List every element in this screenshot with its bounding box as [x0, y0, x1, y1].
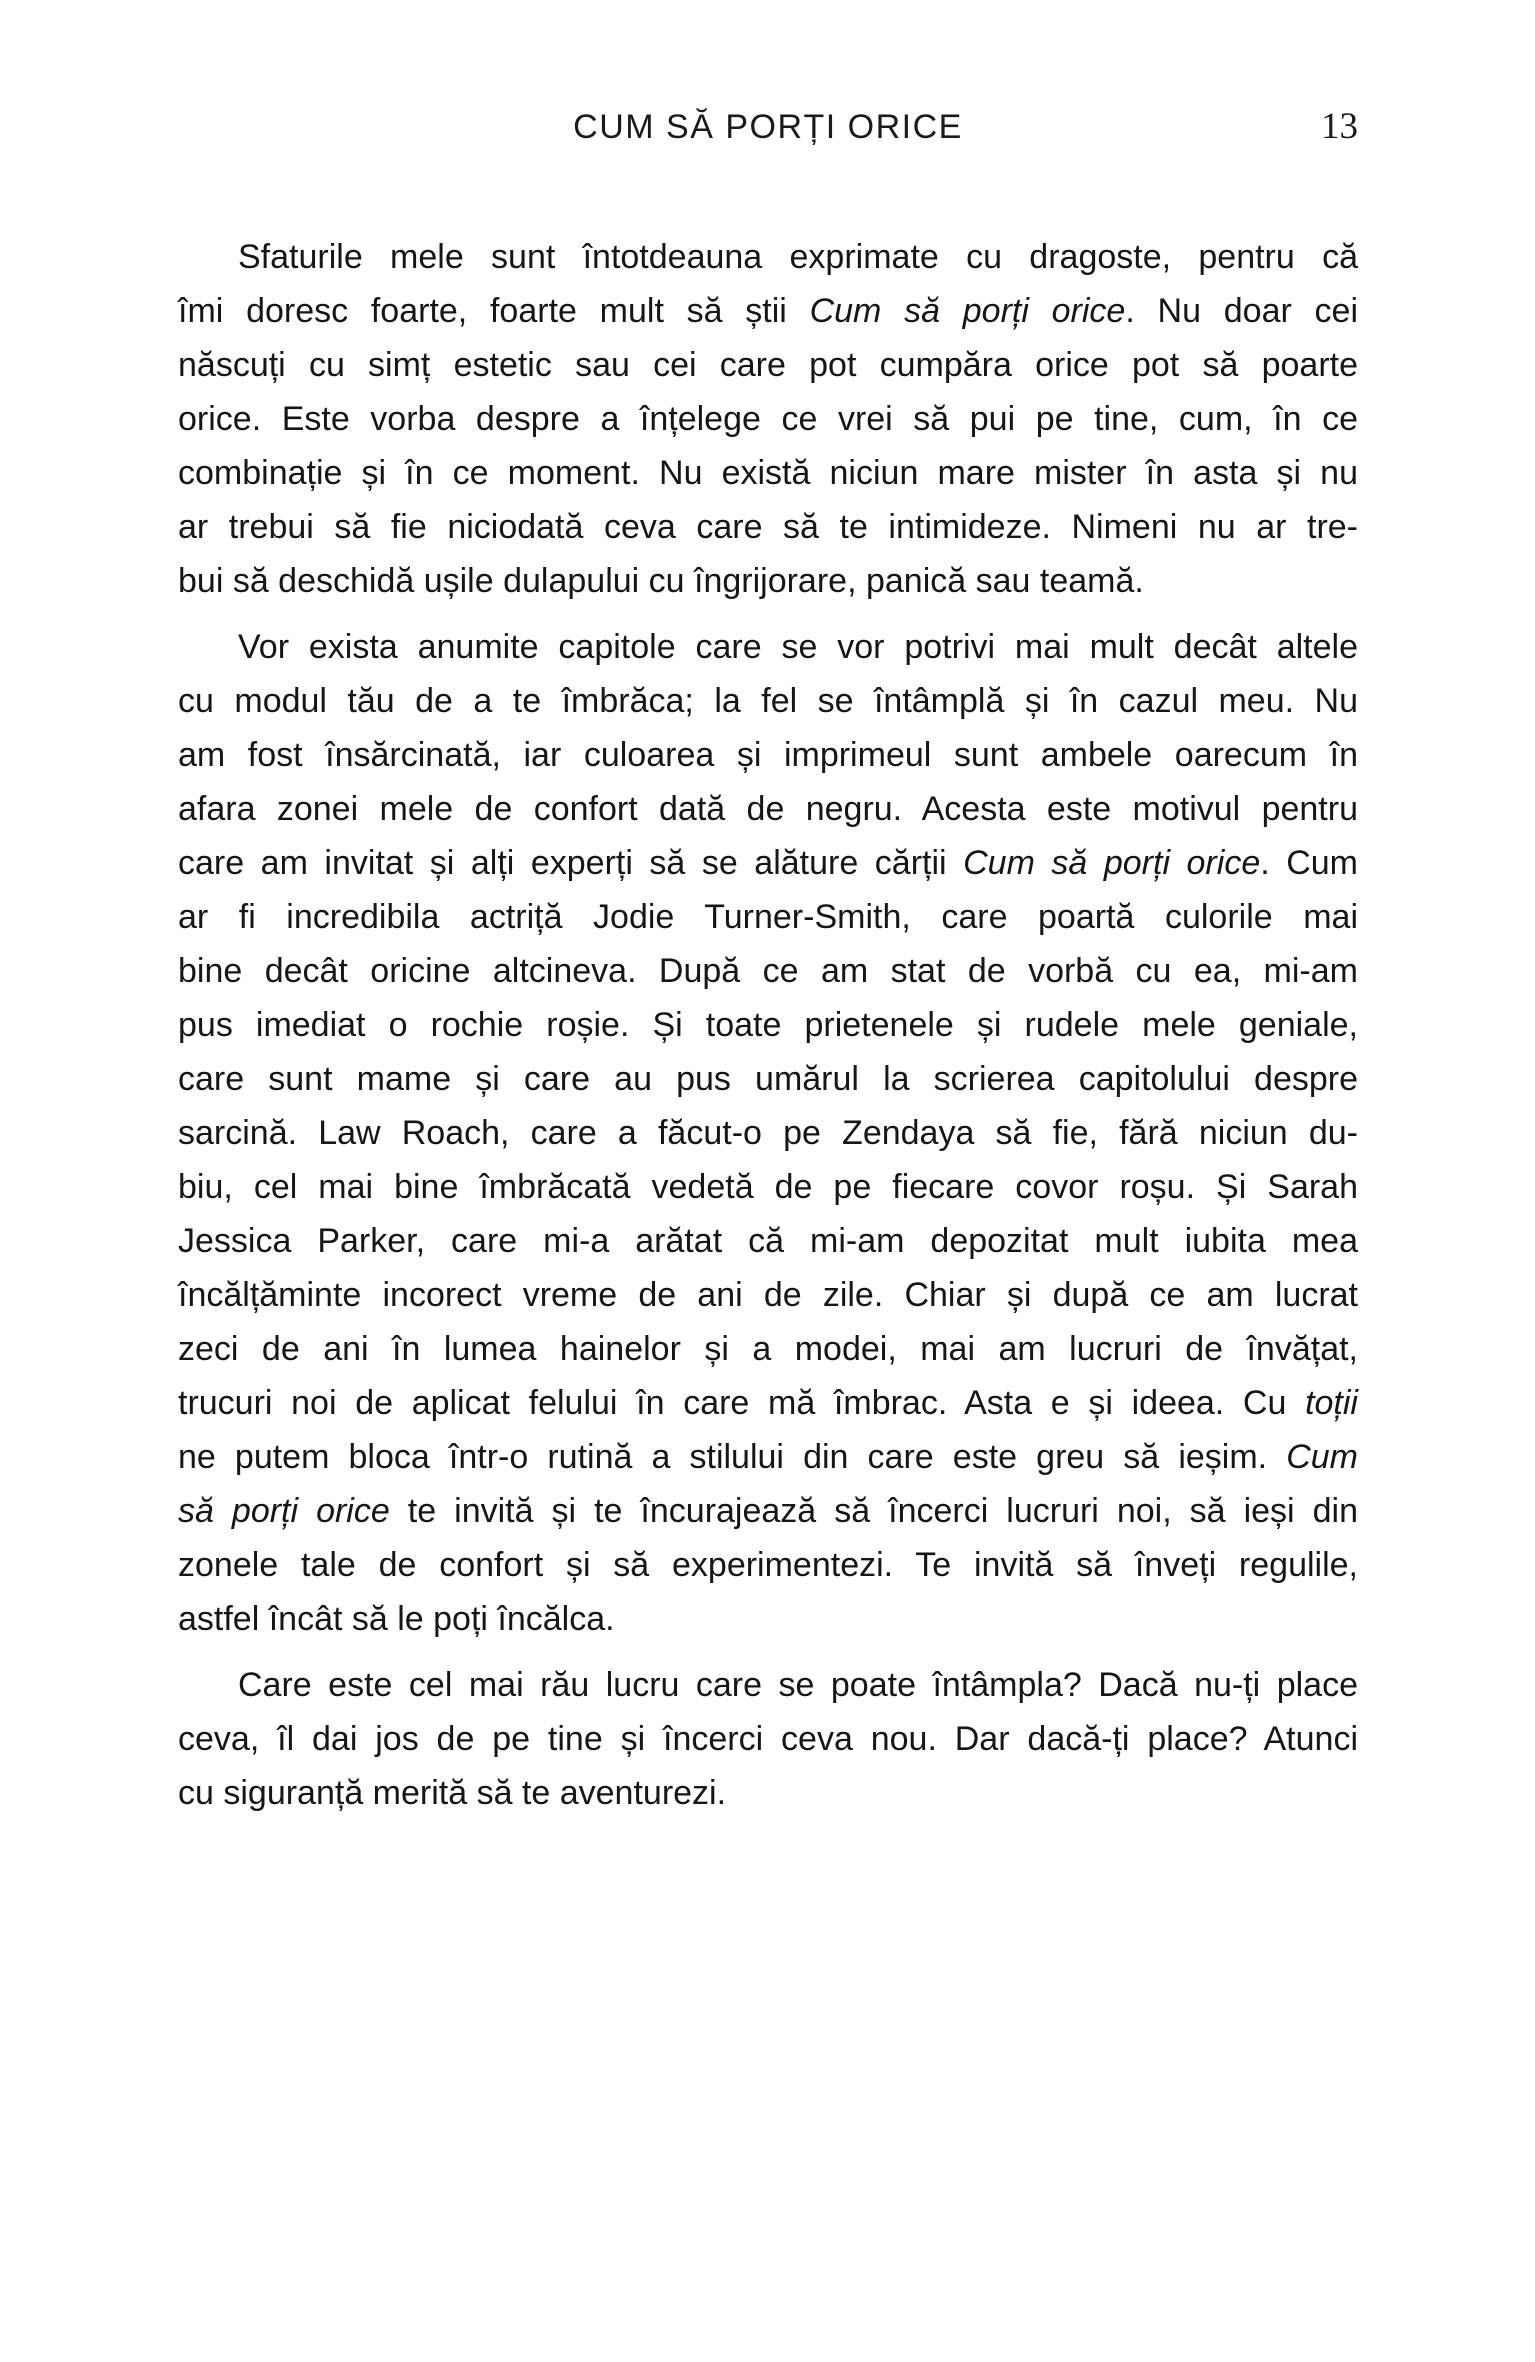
text-line: bine decât oricine altcineva. După ce am stat de vorbă cu ea, mi-am	[178, 952, 1358, 990]
paragraph	[178, 620, 1358, 1646]
text-line: ceva, îl dai jos de pe tine și încerci ceva nou. Dar dacă-ți place? Atunci	[178, 1720, 1358, 1758]
paragraph	[178, 1658, 1358, 1820]
text-line: născuți cu simț estetic sau cei care pot cumpăra orice pot să poarte	[178, 346, 1358, 384]
text-line: să porți orice te invită și te încurajează să încerci lucruri noi, să ieși din	[178, 1492, 1358, 1530]
text-line: zonele tale de confort și să experimentezi. Te invită să înveți regulile,	[178, 1546, 1358, 1584]
italic-book-title: toții	[1305, 1384, 1358, 1422]
text-line: care sunt mame și care au pus umărul la scrierea capitolului despre	[178, 1060, 1358, 1098]
text-line: astfel încât să le poți încălca.	[178, 1600, 615, 1638]
text-line: zeci de ani în lumea hainelor și a modei, mai am lucruri de învățat,	[178, 1330, 1358, 1368]
text-line: bui să deschidă ușile dulapului cu îngrijorare, panică sau teamă.	[178, 562, 1144, 600]
text-line: îmi doresc foarte, foarte mult să știi Cum să porți orice. Nu doar cei	[178, 292, 1359, 330]
text-line: biu, cel mai bine îmbrăcată vedetă de pe fiecare covor roșu. Și Sarah	[178, 1168, 1358, 1206]
body-text	[178, 230, 1358, 1820]
text-line: trucuri noi de aplicat felului în care mă îmbrac. Asta e și ideea. Cu toții	[178, 1384, 1358, 1422]
italic-book-title: Cum	[1286, 1438, 1358, 1476]
text-line: Care este cel mai rău lucru care se poate întâmpla? Dacă nu-ți place	[238, 1666, 1358, 1704]
text-line: cu siguranță merită să te aventurezi.	[178, 1774, 727, 1812]
text-line: ar trebui să fie niciodată ceva care să te intimideze. Nimeni nu ar tre-	[178, 508, 1358, 546]
italic-book-title: Cum să porți orice	[809, 292, 1126, 330]
text-line: Jessica Parker, care mi-a arătat că mi-am depozitat mult iubita mea	[178, 1222, 1358, 1260]
page-number: 13	[1321, 106, 1358, 147]
italic-book-title: să porți orice	[178, 1492, 390, 1530]
running-head-title: CUM SĂ PORȚI ORICE	[573, 108, 963, 146]
text-line: sarcină. Law Roach, care a făcut-o pe Zendaya să fie, fără niciun du-	[178, 1114, 1358, 1152]
text-line: încălțăminte incorect vreme de ani de zile. Chiar și după ce am lucrat	[178, 1276, 1358, 1314]
text-line: cu modul tău de a te îmbrăca; la fel se întâmplă și în cazul meu. Nu	[178, 682, 1358, 720]
text-line: Vor exista anumite capitole care se vor potrivi mai mult decât altele	[238, 628, 1358, 666]
text-line: ar fi incredibila actriță Jodie Turner-Smith, care poartă culorile mai	[178, 898, 1358, 936]
text-line: orice. Este vorba despre a înțelege ce vrei să pui pe tine, cum, în ce	[178, 400, 1358, 438]
page-header	[178, 104, 1358, 150]
text-line: pus imediat o rochie roșie. Și toate prietenele și rudele mele geniale,	[178, 1006, 1358, 1044]
text-line: Sfaturile mele sunt întotdeauna exprimate cu dragoste, pentru că	[238, 238, 1358, 276]
italic-book-title: Cum să porți orice	[963, 844, 1261, 882]
text-line: ne putem bloca într-o rutină a stilului din care este greu să ieșim. Cum	[178, 1438, 1358, 1476]
text-line: am fost însărcinată, iar culoarea și imprimeul sunt ambele oarecum în	[178, 736, 1358, 774]
text-line: combinație și în ce moment. Nu există niciun mare mister în asta și nu	[178, 454, 1358, 492]
paragraph	[178, 230, 1358, 608]
text-line: afara zonei mele de confort dată de negru. Acesta este motivul pentru	[178, 790, 1358, 828]
text-line: care am invitat și alți experți să se alăture cărții Cum să porți orice. Cum	[178, 844, 1358, 882]
